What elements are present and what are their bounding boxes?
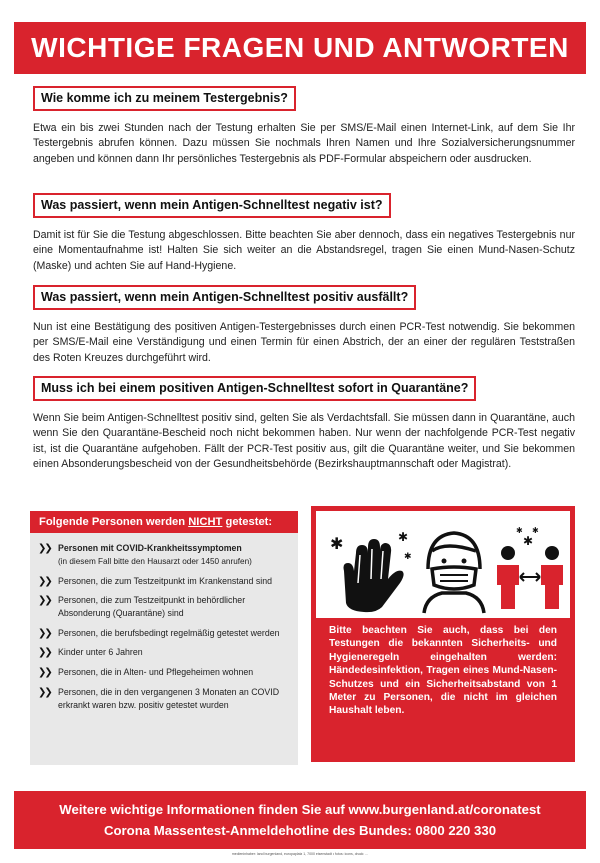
double-chevron-icon: ❯❯	[38, 666, 51, 678]
question-heading: Wie komme ich zu meinem Testergebnis?	[33, 86, 296, 111]
answer-text: Nun ist eine Bestätigung des positiven Antigen-Testergebnisses durch einen PCR-Test notwendig. Sie bekommen per SMS/E-Mail eine Verständigung und einen Termin für einen Abstrich, der an einer der regulären Teststraßen des Roten Kreuzes durchgeführt wird.	[33, 321, 575, 364]
not-tested-panel	[30, 511, 298, 765]
not-tested-header	[30, 511, 298, 533]
hygiene-icons-svg	[316, 511, 570, 618]
list-item-text: Personen, die berufsbedingt regelmäßig getestet werden	[58, 627, 280, 638]
list-item-text	[58, 542, 252, 568]
list-item	[38, 575, 290, 588]
svg-text:✱: ✱	[398, 530, 409, 544]
svg-text:✱: ✱	[516, 526, 523, 535]
double-chevron-icon: ❯❯	[38, 595, 51, 607]
question-heading: Was passiert, wenn mein Antigen-Schnelltest negativ ist?	[33, 193, 391, 218]
answer-text: Etwa ein bis zwei Stunden nach der Testung erhalten Sie per SMS/E-Mail einen Internet-Link, auf dem Sie Ihr Testergebnis abrufen können. Dazu müssen Sie nochmals Ihren Namen und Ihre Sozialversicherungsnummer angeben und können dann Ihr persönliches Testergebnis als PDF-Formular abspeichern oder ausdrucken.	[33, 122, 575, 165]
answer-text: Damit ist für Sie die Testung abgeschlossen. Bitte beachten Sie aber dennoch, dass ein negatives Testergebnis nur eine Momentaufnahme ist! Halten Sie sich weiter an die Abstandsregel, tragen Sie einen Mund-Nasen-Schutz (Maske) und achten Sie auf Hand-Hygiene.	[33, 229, 575, 272]
footer-hotline-line: Corona Massentest-Anmeldehotline des Bundes: 0800 220 330	[103, 823, 497, 838]
list-item-text: Personen, die zum Testzeitpunkt im Krankenstand sind	[58, 575, 273, 586]
double-chevron-icon: ❯❯	[38, 686, 51, 698]
list-item	[38, 542, 290, 568]
svg-text:✱: ✱	[523, 534, 534, 548]
question-heading: Muss ich bei einem positiven Antigen-Schnelltest sofort in Quarantäne?	[33, 376, 476, 401]
list-item	[38, 646, 290, 659]
list-item	[38, 686, 290, 712]
footer-info-line: Weitere wichtige Informationen finden Sie auf www.burgenland.at/coronatest	[59, 802, 541, 817]
not-tested-list	[30, 533, 298, 712]
question-heading: Was passiert, wenn mein Antigen-Schnelltest positiv ausfällt?	[33, 285, 416, 310]
faq-section-3	[33, 285, 575, 366]
faq-section-1	[33, 86, 575, 167]
hygiene-notice-text: Bitte beachten Sie auch, dass bei den Testungen die bekannten Sicherheits- und Hygieneregeln eingehalten werden: Händedesinfektion, Tragen eines Mund-Nasen-Schutzes und ein Sicherheitsabstand von 1 Meter zu Personen, die nicht im gleichen Haushalt leben.	[329, 625, 557, 717]
svg-text:✱: ✱	[532, 526, 539, 535]
svg-text:✱: ✱	[330, 534, 344, 553]
face-mask-icon	[424, 533, 484, 613]
header-text-end: getestet:	[222, 516, 273, 528]
list-item-text: Personen, die in Alten- und Pflegeheimen wohnen	[58, 666, 254, 677]
footer-banner	[14, 791, 586, 849]
list-item	[38, 594, 290, 620]
answer-text: Wenn Sie beim Antigen-Schnelltest positiv sind, gelten Sie als Verdachtsfall. Sie müssen dann in Quarantäne, auch wenn Sie den Quarantäne-Bescheid noch nicht bekommen haben. Nur wenn der nachfolgende PCR-Test negativ ist, ist die Quarantäne aufgehoben. Fällt der PCR-Test positiv aus, gilt die Quarantäne weiter, und Sie bekommen einen Absonderungsbescheid von der Gesundheitsbehörde (Bezirkshauptmannschaft oder Magistrat).	[33, 412, 575, 470]
faq-section-2	[33, 193, 575, 274]
page-title: WICHTIGE FRAGEN UND ANTWORTEN	[14, 22, 586, 74]
hand-hygiene-icon	[330, 530, 412, 612]
header-text: Folgende Personen werden	[39, 516, 189, 528]
list-item-text: Personen, die zum Testzeitpunkt in behördlicher Absonderung (Quarantäne) sind	[58, 595, 246, 619]
svg-text:✱: ✱	[404, 552, 412, 562]
hygiene-notice-panel	[311, 506, 575, 762]
double-chevron-icon: ❯❯	[38, 575, 51, 587]
double-chevron-icon: ❯❯	[38, 627, 51, 639]
list-item-bold: Personen mit COVID-Krankheitssymptomen	[58, 543, 242, 553]
double-chevron-icon: ❯❯	[38, 647, 51, 659]
hygiene-icons	[316, 511, 570, 618]
header-emphasis: NICHT	[188, 516, 223, 528]
faq-section-4	[33, 376, 575, 472]
social-distance-icon	[497, 526, 563, 609]
fineprint: medieninhaber: land burgenland, europaplatz 1, 7000 eisenstadt • fotos: icons, druck: ...	[231, 852, 369, 856]
list-item	[38, 627, 290, 640]
list-item-sub: (in diesem Fall bitte den Hausarzt oder 1450 anrufen)	[58, 557, 252, 566]
list-item	[38, 666, 290, 679]
list-item-text: Kinder unter 6 Jahren	[58, 647, 143, 658]
list-item-text: Personen, die in den vergangenen 3 Monaten an COVID erkrankt waren bzw. positiv getestet wurden	[58, 686, 280, 710]
double-chevron-icon: ❯❯	[38, 543, 51, 554]
